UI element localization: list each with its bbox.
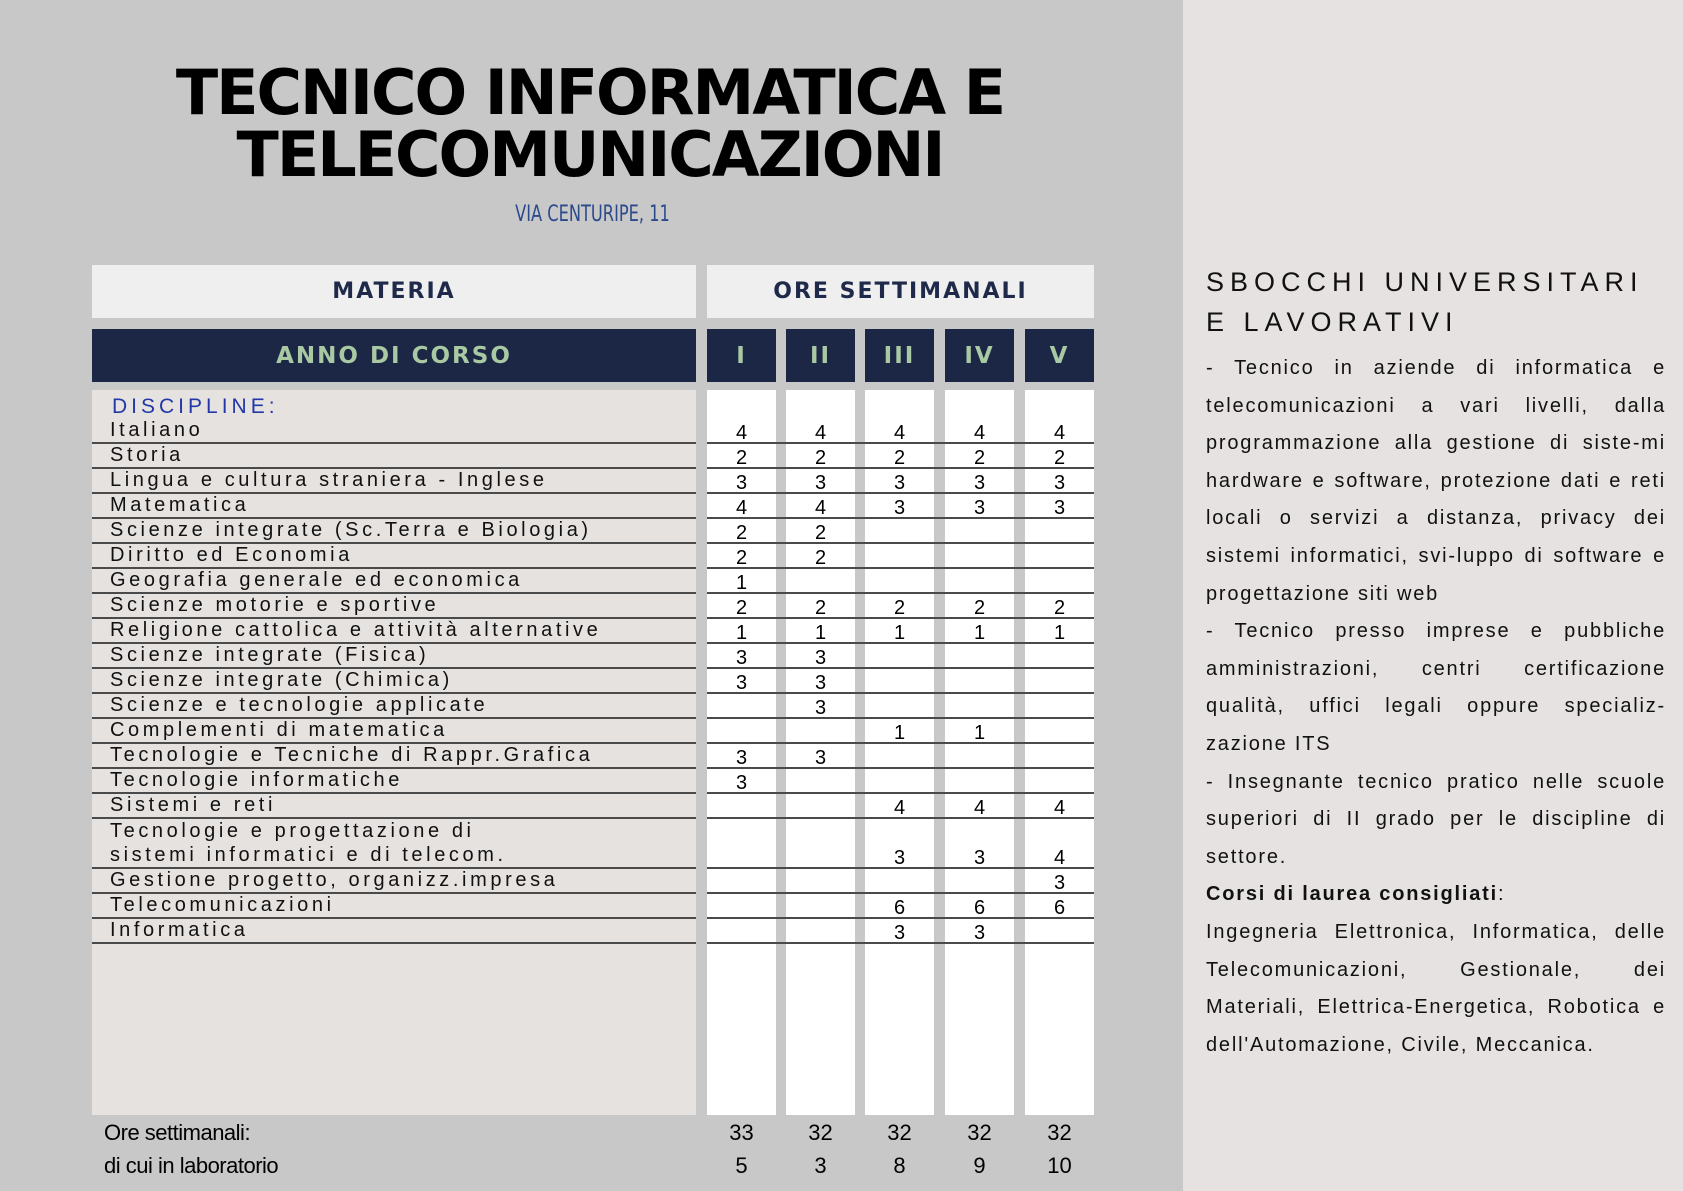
table-row — [92, 619, 1094, 644]
total-hours-year-2: 32 — [808, 1120, 833, 1145]
total-hours-year-4: 32 — [967, 1120, 992, 1145]
column-gap — [696, 667, 707, 694]
hours-year-1: 2 — [735, 547, 748, 569]
hours-year-5: 3 — [1053, 497, 1066, 519]
subject-name: Gestione progetto, organizz.impresa — [110, 869, 559, 891]
year-header-5: V — [1025, 329, 1094, 382]
column-gap — [696, 867, 707, 894]
hours-year-4: 6 — [973, 897, 986, 919]
subject-name: Scienze integrate (Sc.Terra e Biologia) — [110, 519, 592, 541]
hours-year-1: 4 — [735, 422, 748, 444]
lab-hours-year-2: 3 — [814, 1153, 827, 1178]
subject-name: Matematica — [110, 494, 250, 516]
courses-list: Ingegneria Elettronica, Informatica, delle Telecomunicazioni, Gestionale, dei Materiali, Elettrica-Energetica, Robotica e dell'Automazione, Civile, Meccanica. — [1206, 920, 1666, 1056]
hours-year-5: 3 — [1053, 472, 1066, 494]
hours-year-2: 2 — [814, 447, 827, 469]
column-gap — [696, 892, 707, 919]
hours-year-3: 1 — [893, 622, 906, 644]
column-gap — [696, 617, 707, 644]
subject-name: Scienze motorie e sportive — [110, 594, 440, 616]
subject-name: Sistemi e reti — [110, 794, 276, 816]
column-gap — [696, 917, 707, 944]
total-label: Ore settimanali: — [104, 1120, 251, 1145]
hours-year-2: 3 — [814, 672, 827, 694]
year-header-2: II — [786, 329, 855, 382]
table-row — [92, 469, 1094, 494]
hours-year-3: 4 — [893, 797, 906, 819]
hours-year-2: 4 — [814, 422, 827, 444]
year-header-4: IV — [945, 329, 1014, 382]
side-title — [1206, 262, 1644, 342]
column-gap — [696, 742, 707, 769]
lab-hours-year-1: 5 — [735, 1153, 748, 1178]
hours-year-5: 4 — [1053, 422, 1066, 444]
column-gap — [696, 592, 707, 619]
hours-year-4: 4 — [973, 797, 986, 819]
side-title-line-1: SBOCCHI UNIVERSITARI — [1206, 267, 1644, 297]
hours-year-4: 4 — [973, 422, 986, 444]
subject-name: Scienze integrate (Chimica) — [110, 669, 453, 691]
subject-name: Complementi di matematica — [110, 719, 448, 741]
hours-year-4: 3 — [973, 847, 986, 869]
lab-label: di cui in laboratorio — [104, 1153, 279, 1178]
hours-year-2: 2 — [814, 522, 827, 544]
table-row — [92, 444, 1094, 469]
hours-year-4: 1 — [973, 622, 986, 644]
hours-year-1: 3 — [735, 747, 748, 769]
subject-name: Religione cattolica e attività alternative — [110, 619, 602, 641]
table-row — [92, 794, 1094, 819]
side-title-line-2: E LAVORATIVI — [1206, 307, 1459, 337]
lab-hours-year-4: 9 — [973, 1153, 986, 1178]
hours-year-2: 3 — [814, 472, 827, 494]
hours-year-3: 3 — [893, 847, 906, 869]
courses-heading — [1206, 876, 1666, 914]
subject-name: Lingua e cultura straniera - Inglese — [110, 469, 548, 491]
hours-year-4: 2 — [973, 447, 986, 469]
hours-year-3: 4 — [893, 422, 906, 444]
table-row — [92, 494, 1094, 519]
year-label: ANNO DI CORSO — [92, 329, 696, 382]
side-paragraph-1: - Tecnico in aziende di informatica e telecomunicazioni a vari livelli, dalla programmazione alla gestione di siste-mi hardware e software, protezione dati e reti locali o servizi a distanza, privacy dei sistemi informatici, svi-luppo di software e progettazione siti web — [1206, 357, 1666, 605]
courses-label: Corsi di laurea consigliati — [1206, 883, 1498, 906]
total-hours-year-5: 32 — [1047, 1120, 1072, 1145]
hours-year-4: 3 — [973, 922, 986, 944]
hours-year-2: 2 — [814, 597, 827, 619]
page-title — [120, 56, 1060, 191]
hours-year-5: 6 — [1053, 897, 1066, 919]
column-gap — [696, 792, 707, 819]
hours-year-2: 3 — [814, 747, 827, 769]
hours-year-2: 3 — [814, 697, 827, 719]
table-row — [92, 719, 1094, 744]
table-row — [92, 769, 1094, 794]
column-gap — [696, 642, 707, 669]
subject-name: Scienze e tecnologie applicate — [110, 694, 489, 716]
subject-name: Storia — [110, 444, 184, 466]
column-gap — [696, 442, 707, 469]
column-gap — [696, 817, 707, 869]
header-subject: MATERIA — [92, 265, 696, 318]
subject-name: Telecomunicazioni — [110, 894, 335, 916]
hours-year-3: 3 — [893, 922, 906, 944]
subject-name: Tecnologie e progettazione di sistemi informatici e di telecom. — [110, 820, 507, 866]
hours-year-3: 3 — [893, 472, 906, 494]
title-line-1: TECNICO INFORMATICA E — [175, 56, 1005, 129]
hours-year-1: 4 — [735, 497, 748, 519]
hours-year-5: 4 — [1053, 797, 1066, 819]
column-gap — [696, 417, 707, 444]
hours-year-4: 3 — [973, 497, 986, 519]
subject-name: Informatica — [110, 919, 249, 941]
subject-name: Geografia generale ed economica — [110, 569, 523, 591]
hours-year-2: 2 — [814, 547, 827, 569]
lab-hours-year-3: 8 — [893, 1153, 906, 1178]
table-row — [92, 869, 1094, 894]
table-row — [92, 894, 1094, 919]
hours-year-5: 2 — [1053, 447, 1066, 469]
table-row — [92, 544, 1094, 569]
column-gap — [696, 517, 707, 544]
hours-year-4: 1 — [973, 722, 986, 744]
header-hours: ORE SETTIMANALI — [707, 265, 1094, 318]
hours-year-2: 3 — [814, 647, 827, 669]
hours-year-5: 2 — [1053, 597, 1066, 619]
subject-name: Tecnologie informatiche — [110, 769, 403, 791]
column-gap — [696, 467, 707, 494]
side-paragraph-3: - Insegnante tecnico pratico nelle scuole superiori di II grado per le discipline di settore. — [1206, 770, 1666, 868]
hours-year-1: 3 — [735, 647, 748, 669]
hours-year-2: 1 — [814, 622, 827, 644]
table-row — [92, 819, 1094, 869]
hours-year-1: 1 — [735, 572, 748, 594]
subject-name: Tecnologie e Tecniche di Rappr.Grafica — [110, 744, 594, 766]
hours-year-2: 4 — [814, 497, 827, 519]
courses-colon: : — [1498, 883, 1506, 906]
total-hours-year-3: 32 — [887, 1120, 912, 1145]
hours-year-5: 4 — [1053, 847, 1066, 869]
hours-year-4: 2 — [973, 597, 986, 619]
table-row — [92, 744, 1094, 769]
hours-year-1: 3 — [735, 672, 748, 694]
hours-year-3: 6 — [893, 897, 906, 919]
column-gap — [696, 692, 707, 719]
hours-year-1: 2 — [735, 522, 748, 544]
side-paragraph-2: - Tecnico presso imprese e pubbliche amministrazioni, centri certificazione qualità, uffici legali oppure specializ-zazione ITS — [1206, 620, 1666, 755]
side-body — [1206, 350, 1666, 1064]
hours-year-1: 1 — [735, 622, 748, 644]
hours-year-3: 1 — [893, 722, 906, 744]
hours-year-3: 2 — [893, 447, 906, 469]
year-header-3: III — [865, 329, 934, 382]
table-row — [92, 419, 1094, 444]
hours-year-4: 3 — [973, 472, 986, 494]
table-row — [92, 569, 1094, 594]
table-row — [92, 519, 1094, 544]
table-row — [92, 644, 1094, 669]
column-gap — [696, 567, 707, 594]
column-gap — [696, 767, 707, 794]
address: VIA CENTURIPE, 11 — [515, 202, 670, 227]
hours-year-1: 2 — [735, 447, 748, 469]
table-row — [92, 669, 1094, 694]
table-row — [92, 594, 1094, 619]
total-hours-year-1: 33 — [729, 1120, 754, 1145]
subject-name: Scienze integrate (Fisica) — [110, 644, 430, 666]
hours-year-1: 2 — [735, 597, 748, 619]
hours-year-5: 3 — [1053, 872, 1066, 894]
hours-year-1: 3 — [735, 472, 748, 494]
table-row — [92, 694, 1094, 719]
table-row — [92, 919, 1094, 944]
column-gap — [696, 492, 707, 519]
column-gap — [696, 717, 707, 744]
title-line-2: TELECOMUNICAZIONI — [236, 118, 944, 191]
year-header-1: I — [707, 329, 776, 382]
column-gap — [696, 542, 707, 569]
hours-year-3: 3 — [893, 497, 906, 519]
hours-year-3: 2 — [893, 597, 906, 619]
hours-year-1: 3 — [735, 772, 748, 794]
disciplines-label: DISCIPLINE: — [112, 395, 279, 418]
lab-hours-year-5: 10 — [1047, 1153, 1072, 1178]
subject-name: Italiano — [110, 419, 204, 441]
subject-rows — [92, 419, 1094, 944]
hours-year-5: 1 — [1053, 622, 1066, 644]
subject-name: Diritto ed Economia — [110, 544, 353, 566]
